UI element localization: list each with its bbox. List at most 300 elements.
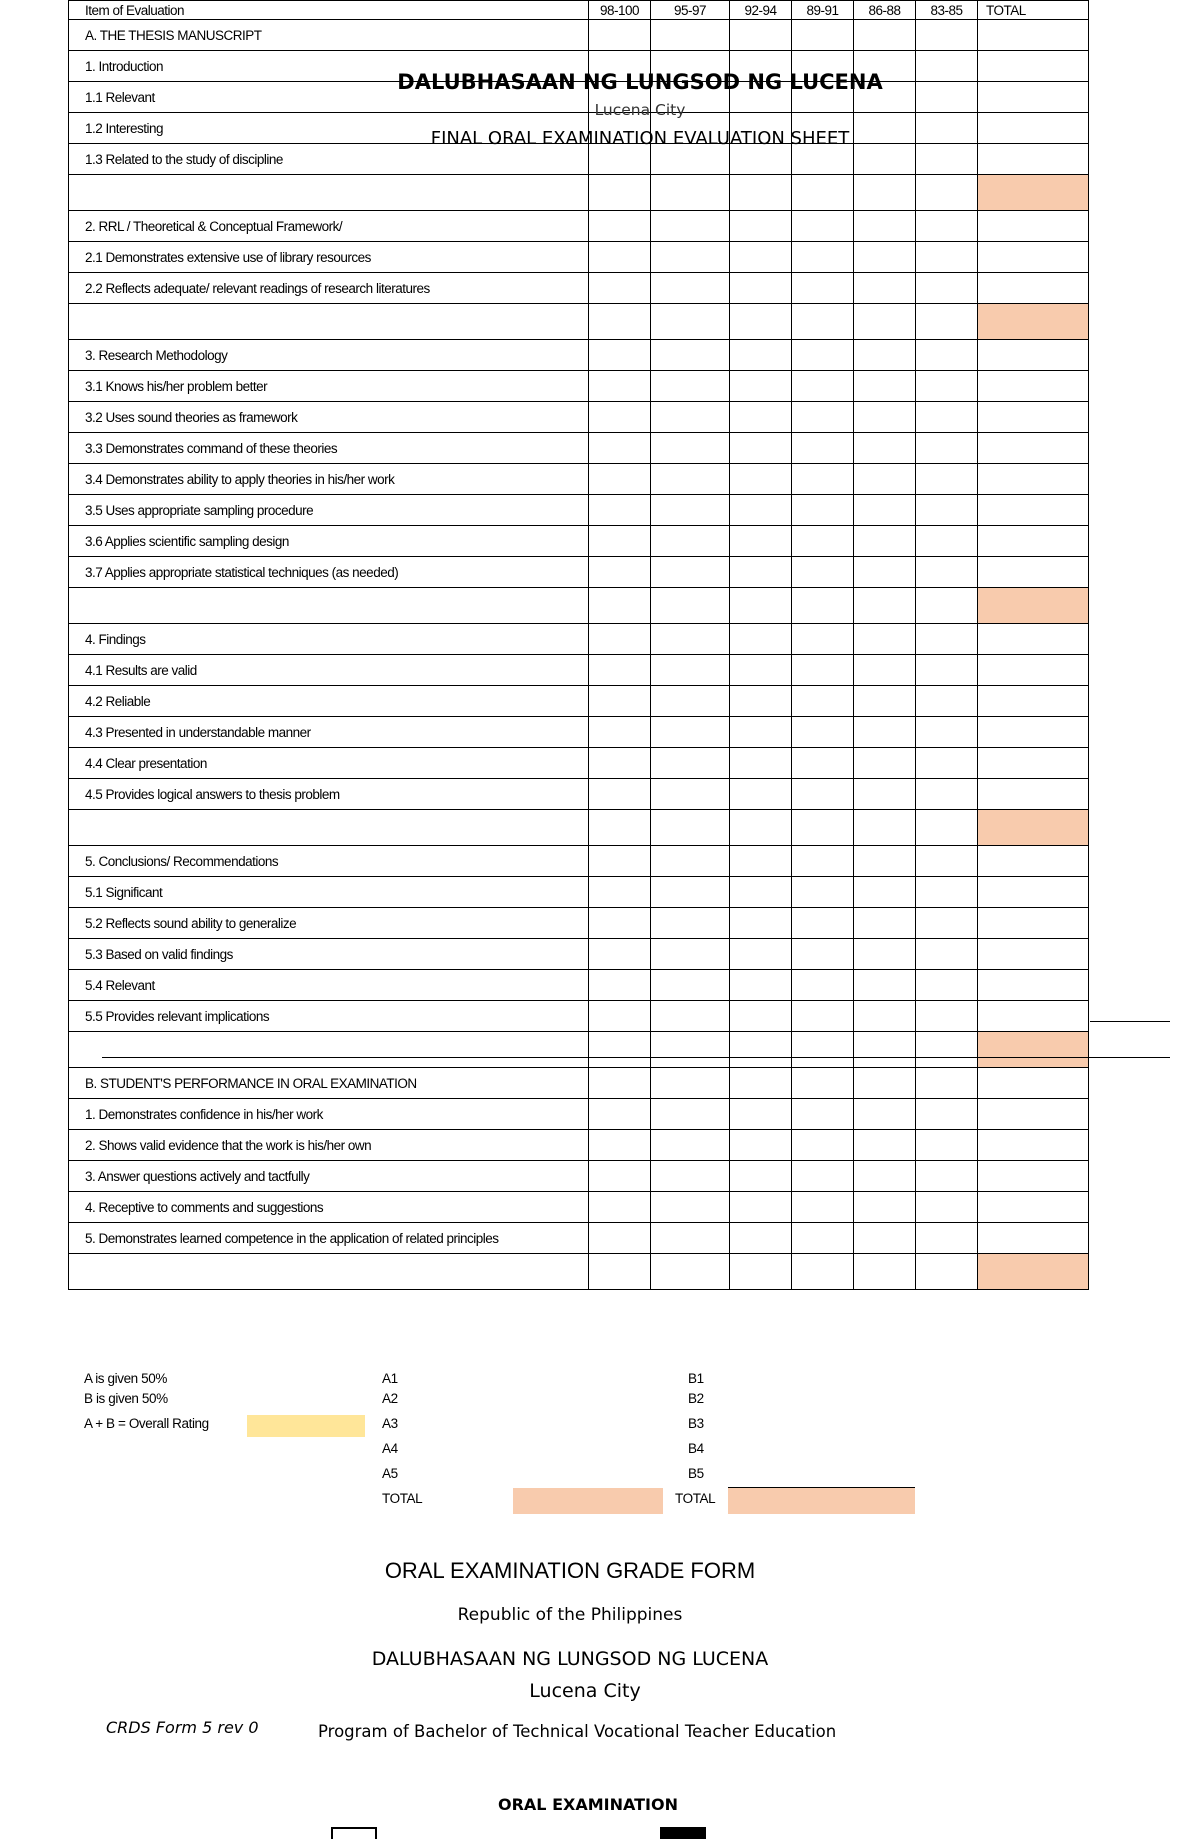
score-cell[interactable] <box>916 1001 978 1032</box>
score-cell[interactable] <box>792 655 854 686</box>
score-cell[interactable] <box>730 402 792 433</box>
score-cell[interactable] <box>916 433 978 464</box>
score-cell[interactable] <box>854 1068 916 1099</box>
score-cell[interactable] <box>651 495 730 526</box>
row-label: 2. Shows valid evidence that the work is his/her own <box>69 1130 589 1161</box>
score-cell[interactable] <box>916 908 978 939</box>
score-cell[interactable] <box>916 1223 978 1254</box>
score-cell[interactable] <box>916 1130 978 1161</box>
total-cell[interactable] <box>978 908 1089 939</box>
score-cell[interactable] <box>792 939 854 970</box>
score-cell[interactable] <box>651 810 730 846</box>
row-label <box>69 175 589 211</box>
score-cell[interactable] <box>916 810 978 846</box>
score-cell[interactable] <box>730 877 792 908</box>
total-cell[interactable] <box>978 113 1089 144</box>
score-cell[interactable] <box>792 1001 854 1032</box>
score-cell[interactable] <box>854 810 916 846</box>
score-cell[interactable] <box>730 242 792 273</box>
subtotal-row <box>69 175 1089 211</box>
score-cell[interactable] <box>589 1130 651 1161</box>
score-cell[interactable] <box>730 624 792 655</box>
row-label: 4. Receptive to comments and suggestions <box>69 1192 589 1223</box>
score-cell[interactable] <box>730 1001 792 1032</box>
table-row <box>69 273 1089 304</box>
score-cell[interactable] <box>792 371 854 402</box>
b-total-field[interactable] <box>728 1488 915 1514</box>
score-cell[interactable] <box>854 846 916 877</box>
score-cell[interactable] <box>589 846 651 877</box>
score-cell[interactable] <box>854 371 916 402</box>
score-cell[interactable] <box>854 1161 916 1192</box>
score-cell[interactable] <box>854 242 916 273</box>
total-cell[interactable] <box>978 340 1089 371</box>
score-cell[interactable] <box>854 273 916 304</box>
total-cell[interactable] <box>978 624 1089 655</box>
score-cell[interactable] <box>854 20 916 51</box>
score-cell[interactable] <box>916 557 978 588</box>
table-row <box>69 1223 1089 1254</box>
column-header: Item of Evaluation <box>69 1 589 20</box>
total-cell[interactable] <box>978 939 1089 970</box>
score-cell[interactable] <box>589 1254 651 1290</box>
score-cell[interactable] <box>730 1130 792 1161</box>
score-cell[interactable] <box>651 1001 730 1032</box>
score-cell[interactable] <box>854 1254 916 1290</box>
score-cell[interactable] <box>589 304 651 340</box>
score-cell[interactable] <box>589 1001 651 1032</box>
score-cell[interactable] <box>916 655 978 686</box>
score-cell[interactable] <box>589 779 651 810</box>
score-cell[interactable] <box>730 1254 792 1290</box>
total-cell[interactable] <box>978 1161 1089 1192</box>
score-cell[interactable] <box>792 1130 854 1161</box>
total-cell[interactable] <box>978 557 1089 588</box>
score-cell[interactable] <box>651 273 730 304</box>
table-row <box>69 371 1089 402</box>
total-cell[interactable] <box>978 686 1089 717</box>
score-cell[interactable] <box>589 939 651 970</box>
score-cell[interactable] <box>916 939 978 970</box>
score-cell[interactable] <box>730 371 792 402</box>
score-cell[interactable] <box>854 175 916 211</box>
score-cell[interactable] <box>916 970 978 1001</box>
subtotal-row <box>69 1254 1089 1290</box>
score-cell[interactable] <box>589 908 651 939</box>
score-cell[interactable] <box>916 1161 978 1192</box>
score-cell[interactable] <box>589 624 651 655</box>
score-cell[interactable] <box>651 877 730 908</box>
score-cell[interactable] <box>792 1068 854 1099</box>
score-cell[interactable] <box>792 211 854 242</box>
score-cell[interactable] <box>730 810 792 846</box>
score-cell[interactable] <box>854 464 916 495</box>
score-cell[interactable] <box>589 686 651 717</box>
score-cell[interactable] <box>792 717 854 748</box>
total-cell[interactable] <box>978 717 1089 748</box>
score-cell[interactable] <box>916 1254 978 1290</box>
table-row <box>69 557 1089 588</box>
total-cell[interactable] <box>978 1001 1089 1032</box>
row-label: 2.2 Reflects adequate/ relevant readings of research literatures <box>69 273 589 304</box>
checkbox-left[interactable] <box>331 1827 377 1839</box>
score-cell[interactable] <box>854 557 916 588</box>
score-cell[interactable] <box>854 748 916 779</box>
score-cell[interactable] <box>730 1223 792 1254</box>
score-cell[interactable] <box>916 1192 978 1223</box>
score-cell[interactable] <box>854 1099 916 1130</box>
score-cell[interactable] <box>651 1161 730 1192</box>
score-cell[interactable] <box>589 464 651 495</box>
score-cell[interactable] <box>916 340 978 371</box>
column-header: 95-97 <box>651 1 730 20</box>
row-label: 4.3 Presented in understandable manner <box>69 717 589 748</box>
score-cell[interactable] <box>854 877 916 908</box>
score-cell[interactable] <box>651 304 730 340</box>
score-cell[interactable] <box>730 304 792 340</box>
score-cell[interactable] <box>854 717 916 748</box>
score-cell[interactable] <box>651 1223 730 1254</box>
score-cell[interactable] <box>854 970 916 1001</box>
score-cell[interactable] <box>651 433 730 464</box>
score-cell[interactable] <box>916 464 978 495</box>
score-cell[interactable] <box>651 748 730 779</box>
score-cell[interactable] <box>589 211 651 242</box>
score-cell[interactable] <box>854 1223 916 1254</box>
score-cell[interactable] <box>730 970 792 1001</box>
score-cell[interactable] <box>651 779 730 810</box>
score-cell[interactable] <box>730 340 792 371</box>
column-header: TOTAL <box>978 1 1089 20</box>
score-cell[interactable] <box>730 588 792 624</box>
score-cell[interactable] <box>916 588 978 624</box>
score-cell[interactable] <box>589 1032 651 1068</box>
score-cell[interactable] <box>792 1099 854 1130</box>
score-cell[interactable] <box>651 686 730 717</box>
score-cell[interactable] <box>854 402 916 433</box>
total-cell[interactable] <box>978 175 1089 211</box>
note-b-weight: B is given 50% <box>84 1391 168 1406</box>
score-cell[interactable] <box>730 175 792 211</box>
total-cell[interactable] <box>978 877 1089 908</box>
score-cell[interactable] <box>854 495 916 526</box>
score-cell[interactable] <box>589 810 651 846</box>
overall-rating-field[interactable] <box>247 1415 365 1437</box>
score-cell[interactable] <box>792 1192 854 1223</box>
score-cell[interactable] <box>792 748 854 779</box>
score-cell[interactable] <box>854 939 916 970</box>
score-cell[interactable] <box>651 1192 730 1223</box>
table-row <box>69 908 1089 939</box>
table-row <box>69 970 1089 1001</box>
score-cell[interactable] <box>730 1099 792 1130</box>
score-cell[interactable] <box>589 557 651 588</box>
score-cell[interactable] <box>792 433 854 464</box>
score-cell[interactable] <box>589 273 651 304</box>
score-cell[interactable] <box>916 877 978 908</box>
score-cell[interactable] <box>651 20 730 51</box>
score-cell[interactable] <box>589 1223 651 1254</box>
column-header: 92-94 <box>730 1 792 20</box>
score-cell[interactable] <box>854 624 916 655</box>
total-cell[interactable] <box>978 433 1089 464</box>
score-cell[interactable] <box>916 211 978 242</box>
score-cell[interactable] <box>589 433 651 464</box>
score-cell[interactable] <box>730 464 792 495</box>
total-cell[interactable] <box>978 846 1089 877</box>
score-cell[interactable] <box>589 495 651 526</box>
score-cell[interactable] <box>792 242 854 273</box>
score-cell[interactable] <box>651 175 730 211</box>
score-cell[interactable] <box>651 624 730 655</box>
score-cell[interactable] <box>792 557 854 588</box>
total-cell[interactable] <box>978 273 1089 304</box>
score-cell[interactable] <box>916 1068 978 1099</box>
total-cell[interactable] <box>978 1099 1089 1130</box>
table-row <box>69 1161 1089 1192</box>
score-cell[interactable] <box>792 846 854 877</box>
score-cell[interactable] <box>589 970 651 1001</box>
score-cell[interactable] <box>651 211 730 242</box>
score-cell[interactable] <box>916 402 978 433</box>
score-cell[interactable] <box>854 526 916 557</box>
score-cell[interactable] <box>792 686 854 717</box>
row-label: 4.4 Clear presentation <box>69 748 589 779</box>
score-cell[interactable] <box>651 655 730 686</box>
table-row <box>69 402 1089 433</box>
score-cell[interactable] <box>589 20 651 51</box>
total-cell[interactable] <box>978 464 1089 495</box>
score-cell[interactable] <box>730 748 792 779</box>
score-cell[interactable] <box>589 1099 651 1130</box>
score-cell[interactable] <box>792 1032 854 1068</box>
score-cell[interactable] <box>730 211 792 242</box>
score-cell[interactable] <box>916 526 978 557</box>
total-cell[interactable] <box>978 1068 1089 1099</box>
score-cell[interactable] <box>730 526 792 557</box>
score-cell[interactable] <box>854 655 916 686</box>
score-cell[interactable] <box>730 495 792 526</box>
score-cell[interactable] <box>792 273 854 304</box>
score-cell[interactable] <box>792 526 854 557</box>
score-cell[interactable] <box>916 624 978 655</box>
table-row <box>69 655 1089 686</box>
total-cell[interactable] <box>978 211 1089 242</box>
score-cell[interactable] <box>916 175 978 211</box>
table-row <box>69 433 1089 464</box>
score-cell[interactable] <box>651 371 730 402</box>
score-cell[interactable] <box>854 1001 916 1032</box>
score-cell[interactable] <box>651 908 730 939</box>
score-cell[interactable] <box>854 686 916 717</box>
total-cell[interactable] <box>978 371 1089 402</box>
b1-label: B1 <box>688 1371 704 1386</box>
total-cell[interactable] <box>978 655 1089 686</box>
score-cell[interactable] <box>916 748 978 779</box>
score-cell[interactable] <box>792 810 854 846</box>
score-cell[interactable] <box>792 1254 854 1290</box>
score-cell[interactable] <box>792 1223 854 1254</box>
row-label: 5.4 Relevant <box>69 970 589 1001</box>
score-cell[interactable] <box>651 557 730 588</box>
total-cell[interactable] <box>978 1254 1089 1290</box>
score-cell[interactable] <box>730 655 792 686</box>
score-cell[interactable] <box>730 939 792 970</box>
score-cell[interactable] <box>854 779 916 810</box>
score-cell[interactable] <box>589 655 651 686</box>
total-cell[interactable] <box>978 242 1089 273</box>
score-cell[interactable] <box>589 242 651 273</box>
score-cell[interactable] <box>916 273 978 304</box>
score-cell[interactable] <box>651 1130 730 1161</box>
total-cell[interactable] <box>978 748 1089 779</box>
score-cell[interactable] <box>854 1192 916 1223</box>
score-cell[interactable] <box>916 304 978 340</box>
total-cell[interactable] <box>978 82 1089 113</box>
score-cell[interactable] <box>589 402 651 433</box>
total-cell[interactable] <box>978 526 1089 557</box>
score-cell[interactable] <box>589 588 651 624</box>
score-cell[interactable] <box>651 1099 730 1130</box>
score-cell[interactable] <box>730 1192 792 1223</box>
total-cell[interactable] <box>978 1192 1089 1223</box>
score-cell[interactable] <box>730 1068 792 1099</box>
score-cell[interactable] <box>651 242 730 273</box>
score-cell[interactable] <box>730 908 792 939</box>
score-cell[interactable] <box>916 371 978 402</box>
score-cell[interactable] <box>730 557 792 588</box>
score-cell[interactable] <box>854 588 916 624</box>
total-cell[interactable] <box>978 970 1089 1001</box>
score-cell[interactable] <box>651 464 730 495</box>
score-cell[interactable] <box>730 433 792 464</box>
score-cell[interactable] <box>730 273 792 304</box>
checkbox-right[interactable] <box>660 1827 706 1839</box>
score-cell[interactable] <box>792 464 854 495</box>
score-cell[interactable] <box>730 846 792 877</box>
score-cell[interactable] <box>730 20 792 51</box>
score-cell[interactable] <box>792 877 854 908</box>
score-cell[interactable] <box>916 686 978 717</box>
score-cell[interactable] <box>854 340 916 371</box>
evaluation-table <box>68 0 1089 1290</box>
score-cell[interactable] <box>792 304 854 340</box>
row-label: 1.3 Related to the study of discipline <box>69 144 589 175</box>
score-cell[interactable] <box>792 495 854 526</box>
total-cell[interactable] <box>978 1032 1089 1068</box>
score-cell[interactable] <box>792 908 854 939</box>
total-cell[interactable] <box>978 1130 1089 1161</box>
score-cell[interactable] <box>651 340 730 371</box>
score-cell[interactable] <box>651 1068 730 1099</box>
score-cell[interactable] <box>589 371 651 402</box>
score-cell[interactable] <box>651 526 730 557</box>
total-cell[interactable] <box>978 779 1089 810</box>
score-cell[interactable] <box>589 1161 651 1192</box>
score-cell[interactable] <box>651 970 730 1001</box>
score-cell[interactable] <box>589 175 651 211</box>
score-cell[interactable] <box>916 495 978 526</box>
score-cell[interactable] <box>589 1192 651 1223</box>
score-cell[interactable] <box>792 340 854 371</box>
score-cell[interactable] <box>651 402 730 433</box>
score-cell[interactable] <box>854 1032 916 1068</box>
total-cell[interactable] <box>978 1223 1089 1254</box>
note-overall: A + B = Overall Rating <box>84 1416 209 1431</box>
row-label: 3.3 Demonstrates command of these theories <box>69 433 589 464</box>
score-cell[interactable] <box>916 846 978 877</box>
score-cell[interactable] <box>916 1099 978 1130</box>
score-cell[interactable] <box>792 588 854 624</box>
score-cell[interactable] <box>854 433 916 464</box>
score-cell[interactable] <box>916 1032 978 1068</box>
total-cell[interactable] <box>978 144 1089 175</box>
row-label: 3.6 Applies scientific sampling design <box>69 526 589 557</box>
score-cell[interactable] <box>854 1130 916 1161</box>
score-cell[interactable] <box>730 717 792 748</box>
score-cell[interactable] <box>792 624 854 655</box>
total-cell[interactable] <box>978 588 1089 624</box>
table-row <box>69 464 1089 495</box>
score-cell[interactable] <box>730 779 792 810</box>
score-cell[interactable] <box>916 20 978 51</box>
score-cell[interactable] <box>792 1161 854 1192</box>
row-label: 2.1 Demonstrates extensive use of library resources <box>69 242 589 273</box>
row-label: 3.1 Knows his/her problem better <box>69 371 589 402</box>
score-cell[interactable] <box>792 779 854 810</box>
score-cell[interactable] <box>651 1032 730 1068</box>
total-cell[interactable] <box>978 20 1089 51</box>
score-cell[interactable] <box>854 211 916 242</box>
score-cell[interactable] <box>651 939 730 970</box>
total-cell[interactable] <box>978 810 1089 846</box>
row-label <box>69 810 589 846</box>
score-cell[interactable] <box>792 20 854 51</box>
score-cell[interactable] <box>792 175 854 211</box>
score-cell[interactable] <box>589 526 651 557</box>
a5-label: A5 <box>382 1466 398 1481</box>
a1-label: A1 <box>382 1371 398 1386</box>
score-cell[interactable] <box>589 717 651 748</box>
score-cell[interactable] <box>730 1161 792 1192</box>
score-cell[interactable] <box>730 1032 792 1068</box>
total-cell[interactable] <box>978 51 1089 82</box>
score-cell[interactable] <box>916 717 978 748</box>
footer-city: Lucena City <box>529 1680 641 1702</box>
a-total-field[interactable] <box>513 1488 663 1514</box>
score-cell[interactable] <box>651 717 730 748</box>
score-cell[interactable] <box>730 686 792 717</box>
score-cell[interactable] <box>854 304 916 340</box>
score-cell[interactable] <box>916 242 978 273</box>
table-row <box>69 1068 1089 1099</box>
score-cell[interactable] <box>916 779 978 810</box>
row-label: 3.4 Demonstrates ability to apply theories in his/her work <box>69 464 589 495</box>
total-cell[interactable] <box>978 495 1089 526</box>
score-cell[interactable] <box>792 402 854 433</box>
score-cell[interactable] <box>589 1068 651 1099</box>
score-cell[interactable] <box>854 908 916 939</box>
score-cell[interactable] <box>589 748 651 779</box>
total-cell[interactable] <box>978 402 1089 433</box>
score-cell[interactable] <box>651 588 730 624</box>
score-cell[interactable] <box>589 340 651 371</box>
score-cell[interactable] <box>589 877 651 908</box>
score-cell[interactable] <box>792 970 854 1001</box>
total-cell[interactable] <box>978 304 1089 340</box>
score-cell[interactable] <box>651 1254 730 1290</box>
score-cell[interactable] <box>651 846 730 877</box>
